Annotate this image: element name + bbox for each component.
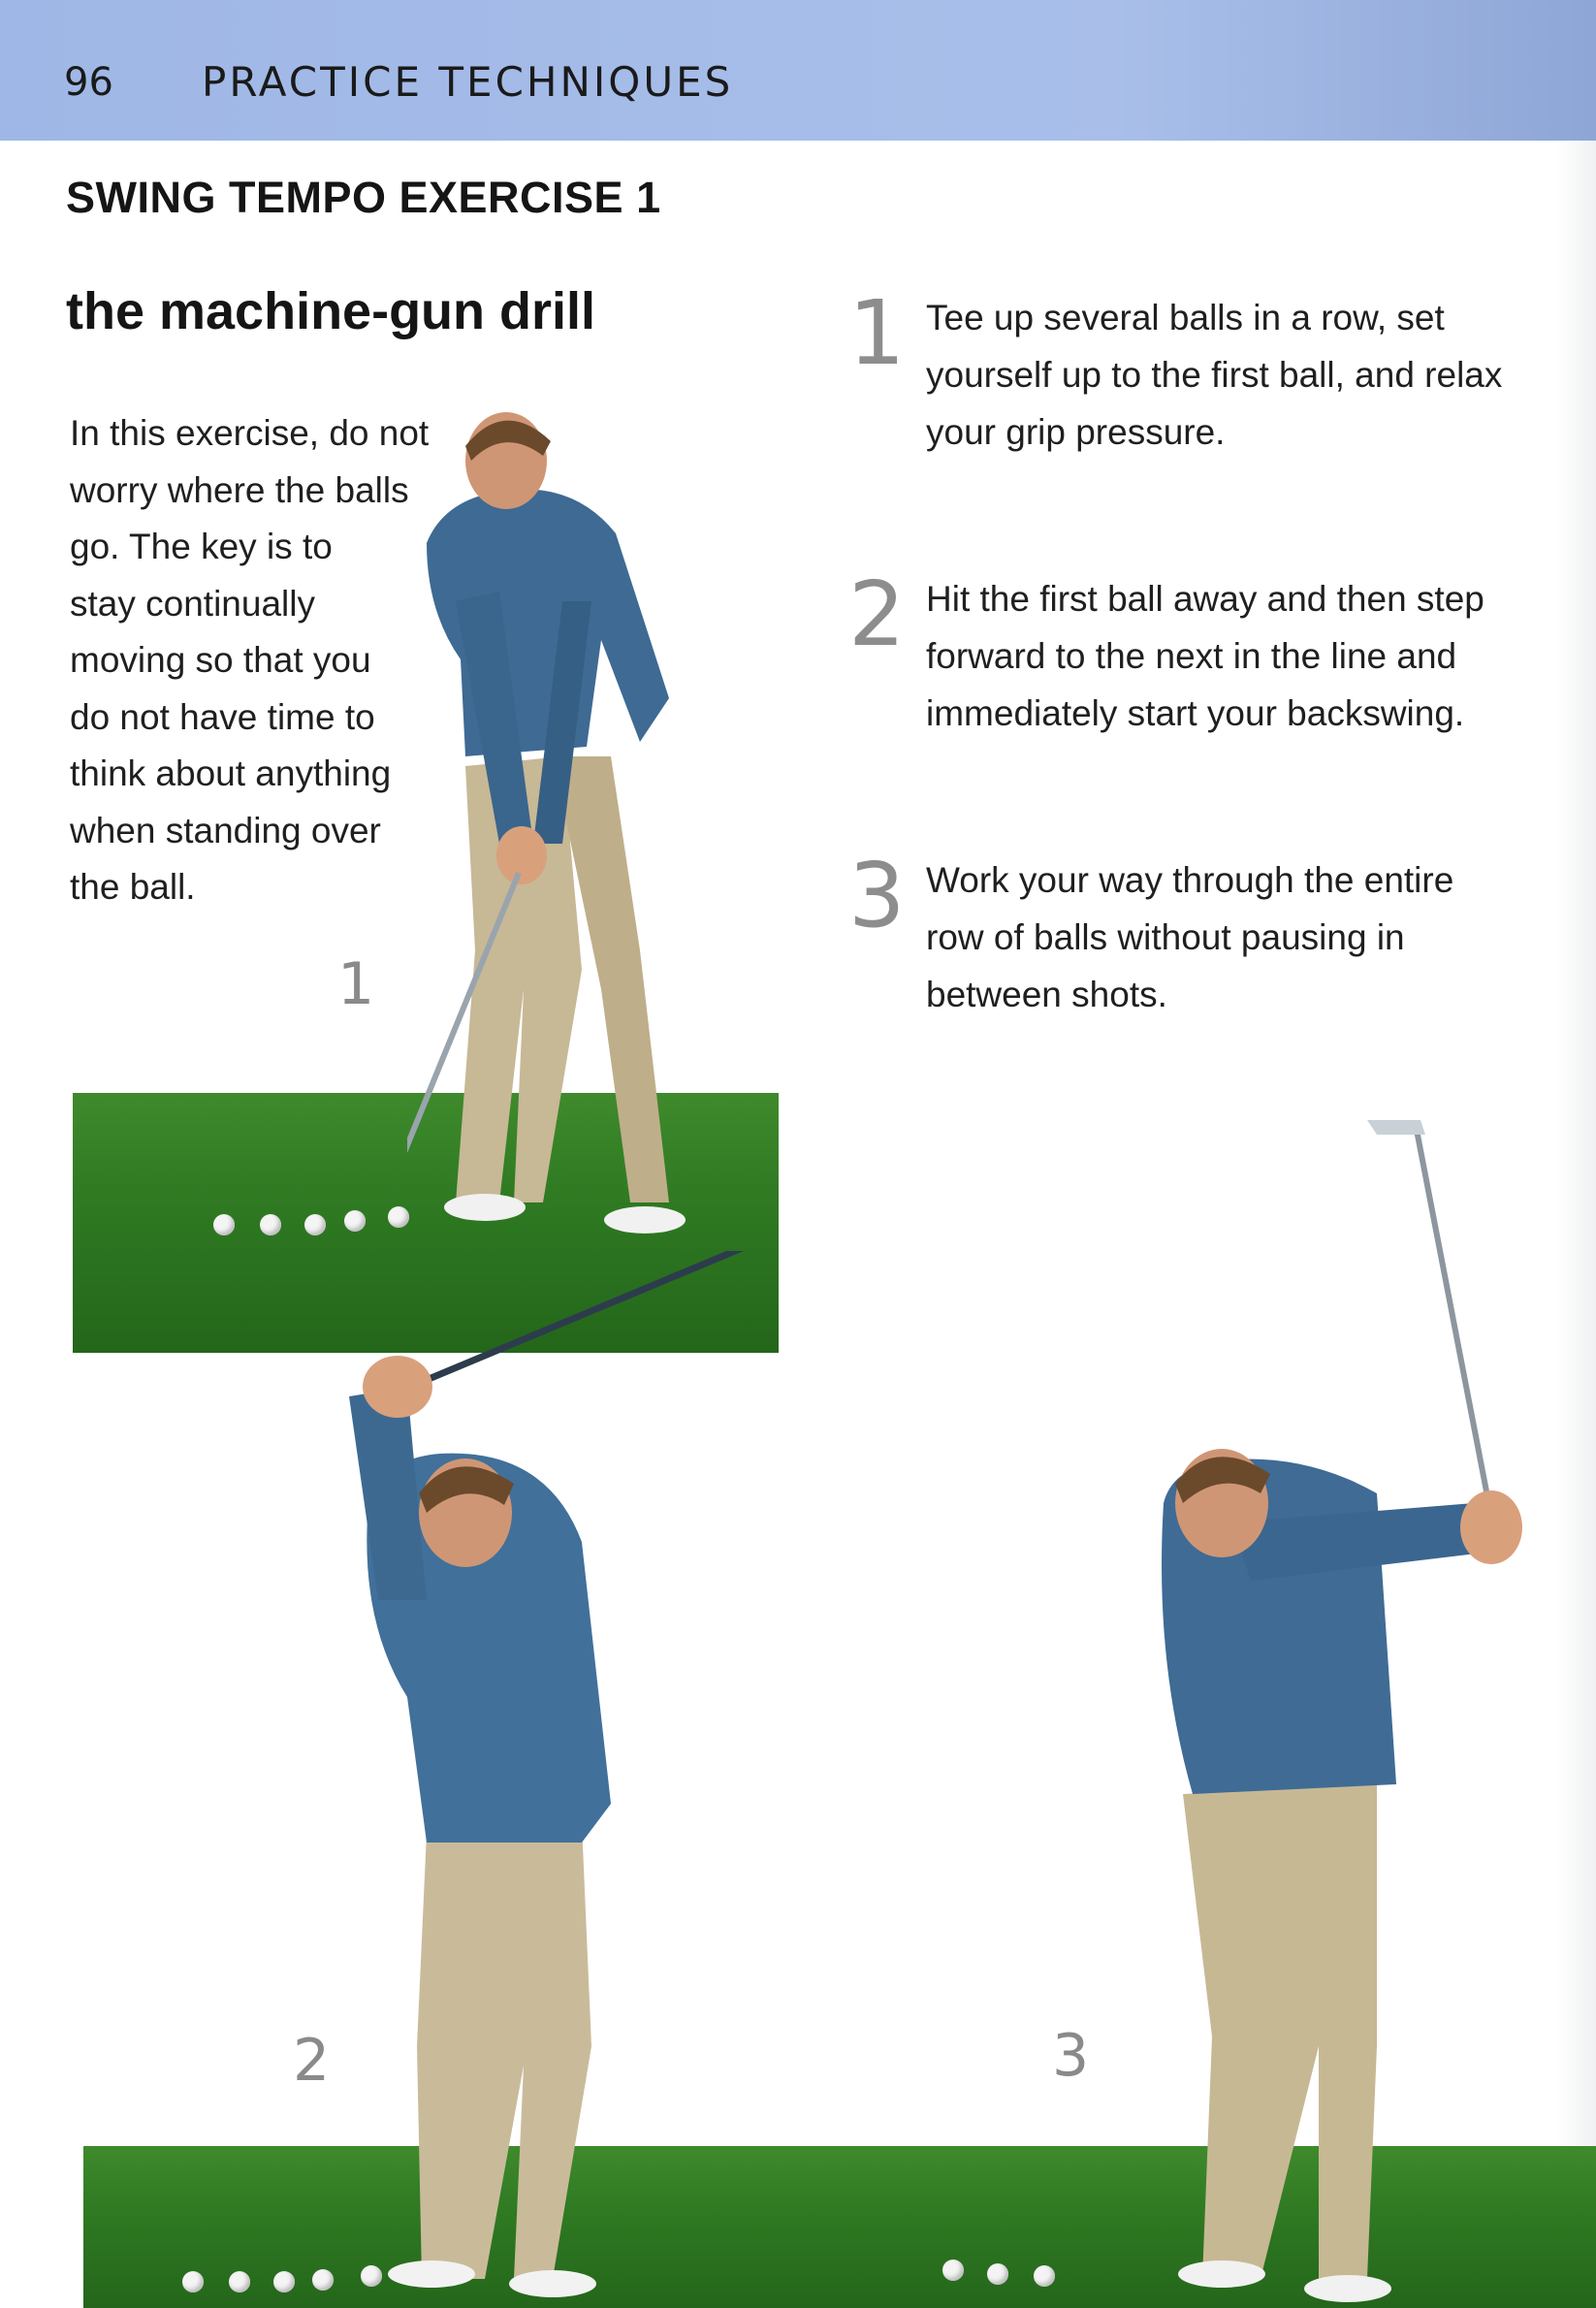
golfer-address-photo (407, 407, 698, 1241)
intro-line: when standing over (70, 810, 381, 850)
golf-ball (1034, 2265, 1055, 2287)
intro-line: the ball. (70, 867, 196, 907)
golf-ball (312, 2269, 334, 2291)
golf-ball (260, 1214, 281, 1235)
step-text (926, 851, 1537, 1023)
step-line: Tee up several balls in a row, set (926, 298, 1445, 337)
golf-ball (213, 1214, 235, 1235)
photo-label-2: 2 (293, 2027, 331, 2095)
intro-line: In this exercise, do not (70, 413, 430, 453)
intro-line: do not have time to (70, 696, 375, 737)
step-line: forward to the next in the line and (926, 636, 1457, 676)
step-line: Work your way through the entire (926, 860, 1454, 900)
golf-ball (304, 1214, 326, 1235)
golf-ball (273, 2271, 295, 2292)
exercise-title: SWING TEMPO EXERCISE 1 (66, 173, 661, 222)
step-line: immediately start your backswing. (926, 693, 1465, 733)
golfer-backswing-photo (330, 1251, 795, 2308)
golf-ball (388, 1206, 409, 1228)
intro-line: moving so that you (70, 640, 371, 680)
intro-line: stay continually (70, 583, 315, 624)
intro-line: worry where the balls (70, 469, 409, 510)
golf-ball (987, 2263, 1008, 2285)
golfer-rear-backswing-photo (1086, 1115, 1542, 2308)
step-line: Hit the first ball away and then step (926, 579, 1484, 619)
golf-ball (344, 1210, 366, 1232)
golf-ball (942, 2260, 964, 2281)
golf-ball (229, 2271, 250, 2292)
step-number: 2 (848, 562, 906, 666)
page-number: 96 (64, 60, 113, 105)
golf-ball (361, 2265, 382, 2287)
photo-label-3: 3 (1052, 2022, 1090, 2090)
page-gutter-shadow (1557, 141, 1596, 2308)
step-text (926, 289, 1537, 461)
step-number: 1 (848, 281, 906, 385)
drill-title: the machine-gun drill (66, 282, 596, 340)
intro-line: think about anything (70, 753, 392, 793)
step-line: yourself up to the first ball, and relax (926, 355, 1503, 395)
step-line: your grip pressure. (926, 412, 1226, 452)
step-number: 3 (848, 844, 906, 947)
intro-paragraph (70, 405, 438, 916)
step-line: between shots. (926, 975, 1167, 1014)
golf-ball (182, 2271, 204, 2292)
intro-line: go. The key is to (70, 527, 333, 566)
step-text (926, 570, 1537, 742)
photo-label-1: 1 (337, 950, 375, 1018)
step-line: row of balls without pausing in (926, 917, 1405, 957)
section-label: PRACTICE TECHNIQUES (202, 58, 734, 106)
